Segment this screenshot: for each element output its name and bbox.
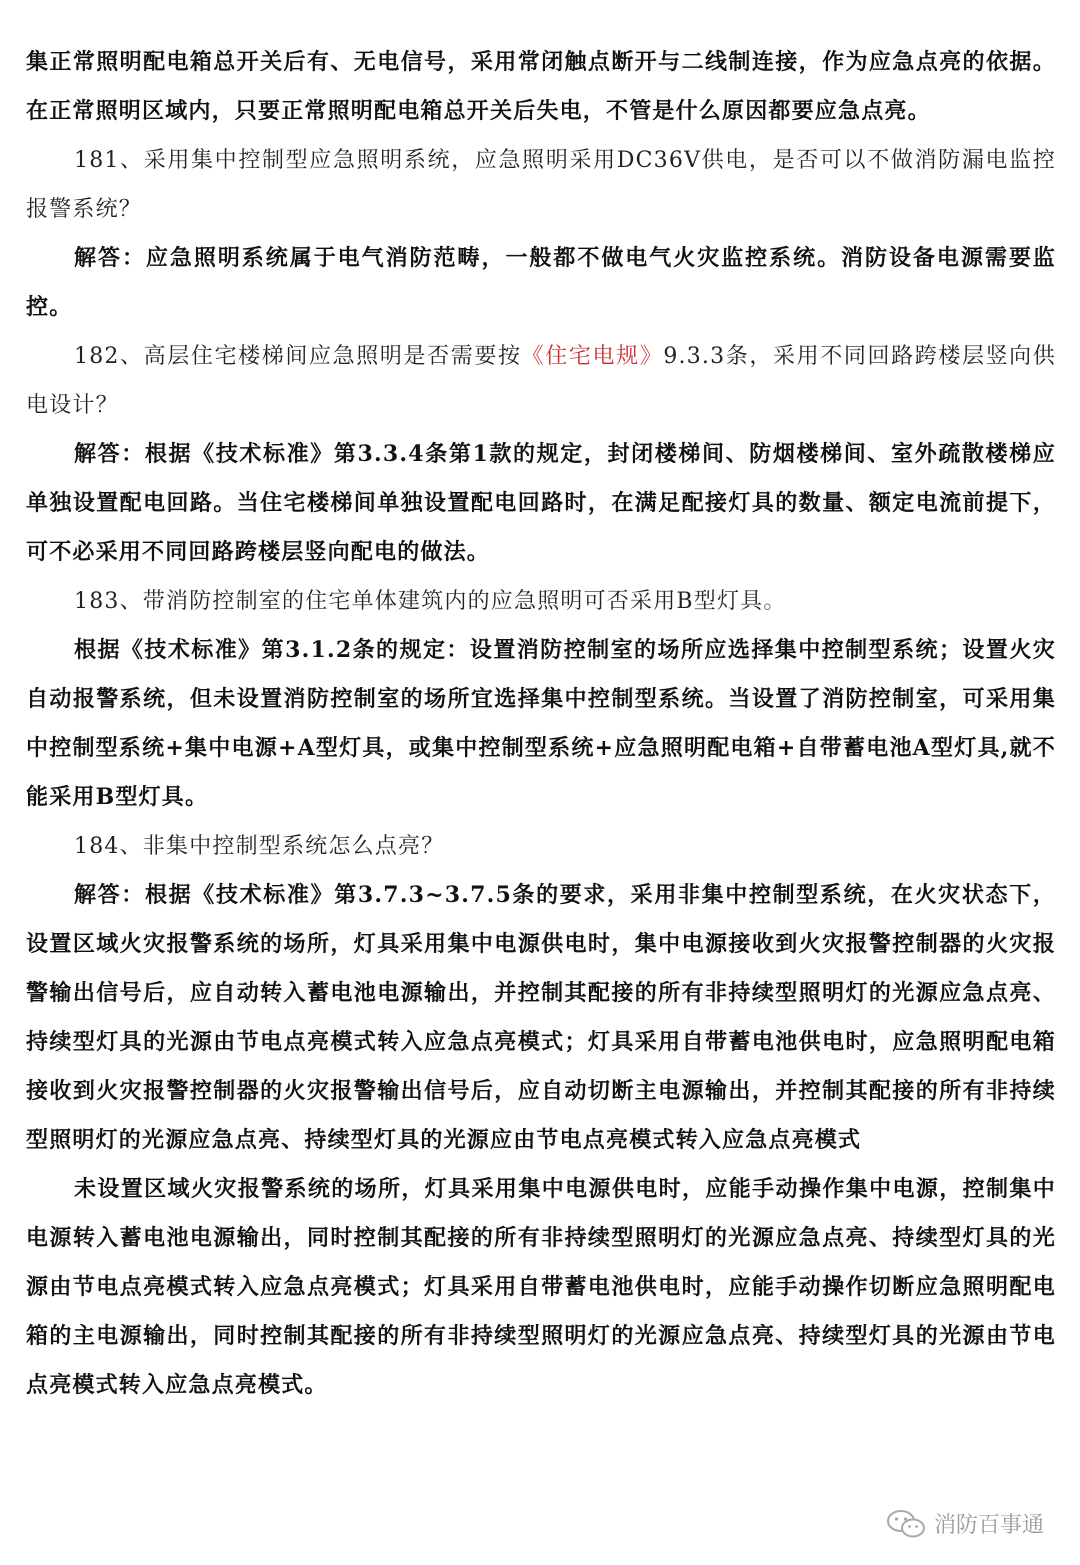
watermark — [886, 1508, 1044, 1539]
question-183 — [26, 577, 1056, 626]
answer-182: 解答：根据《技术标准》第3.3.4条第1款的规定，封闭楼梯间、防烟楼梯间、室外疏散楼梯应单独设置配电回路。当住宅楼梯间单独设置配电回路时，在满足配接灯具的数量、额定电流前提下，可不必采用不同回路跨楼层竖向配电的做法。 — [26, 441, 1056, 565]
question-183-text: 183、带消防控制室的住宅单体建筑内的应急照明可否采用B型灯具 — [74, 589, 764, 614]
question-183-end: 。 — [763, 589, 787, 614]
paragraph-continuation: 集正常照明配电箱总开关后有、无电信号，采用常闭触点断开与二线制连接，作为应急点亮的依据。在正常照明区域内，只要正常照明配电箱总开关后失电，不管是什么原因都要应急点亮。 — [26, 49, 1056, 124]
question-181: 181、采用集中控制型应急照明系统，应急照明采用DC36V供电，是否可以不做消防漏电监控报警系统？ — [26, 148, 1056, 222]
answer-181: 解答：应急照明系统属于电气消防范畴，一般都不做电气火灾监控系统。消防设备电源需要监控。 — [26, 245, 1056, 320]
answer-183: 根据《技术标准》第3.1.2条的规定：设置消防控制室的场所应选择集中控制型系统；设置火灾自动报警系统，但未设置消防控制室的场所宜选择集中控制型系统。当设置了消防控制室，可采用集中控制型系统+集中电源+A型灯具，或集中控制型系统+应急照明配电箱+自带蓄电池A型灯具,就不能采用B型灯具。 — [26, 637, 1056, 810]
answer-184-part2: 未设置区域火灾报警系统的场所，灯具采用集中电源供电时，应能手动操作集中电源，控制集中电源转入蓄电池电源输出，同时控制其配接的所有非持续型照明灯的光源应急点亮、持续型灯具的光源由节电点亮模式转入应急点亮模式；灯具采用自带蓄电池供电时，应能手动操作切断应急照明配电箱的主电源输出，同时控制其配接的所有非持续型照明灯的光源应急点亮、持续型灯具的光源由节电点亮模式转入应急点亮模式。 — [26, 1176, 1056, 1398]
residential-code-link[interactable]: 《住宅电规》 — [521, 344, 664, 369]
question-182-text-pre: 182、高层住宅楼梯间应急照明是否需要按 — [74, 344, 522, 369]
question-182 — [26, 332, 1056, 430]
wechat-icon — [886, 1509, 926, 1539]
document-body — [26, 38, 1056, 1410]
question-182-text-post: 9.3.3条，采用不同回路跨楼层竖向供电设计？ — [26, 344, 1057, 418]
watermark-text: 消防百事通 — [933, 1513, 1044, 1538]
question-184: 184、非集中控制型系统怎么点亮？ — [74, 834, 445, 859]
answer-184-part1: 解答：根据《技术标准》第3.7.3~3.7.5条的要求，采用非集中控制型系统，在火灾状态下，设置区域火灾报警系统的场所，灯具采用集中电源供电时，集中电源接收到火灾报警控制器的火灾报警输出信号后，应自动转入蓄电池电源输出，并控制其配接的所有非持续型照明灯的光源应急点亮、持续型灯具的光源由节电点亮模式转入应急点亮模式；灯具采用自带蓄电池供电时，应急照明配电箱接收到火灾报警控制器的火灾报警输出信号后，应自动切断主电源输出，并控制其配接的所有非持续型照明灯的光源应急点亮、持续型灯具的光源应由节电点亮模式转入应急点亮模式 — [26, 882, 1056, 1153]
